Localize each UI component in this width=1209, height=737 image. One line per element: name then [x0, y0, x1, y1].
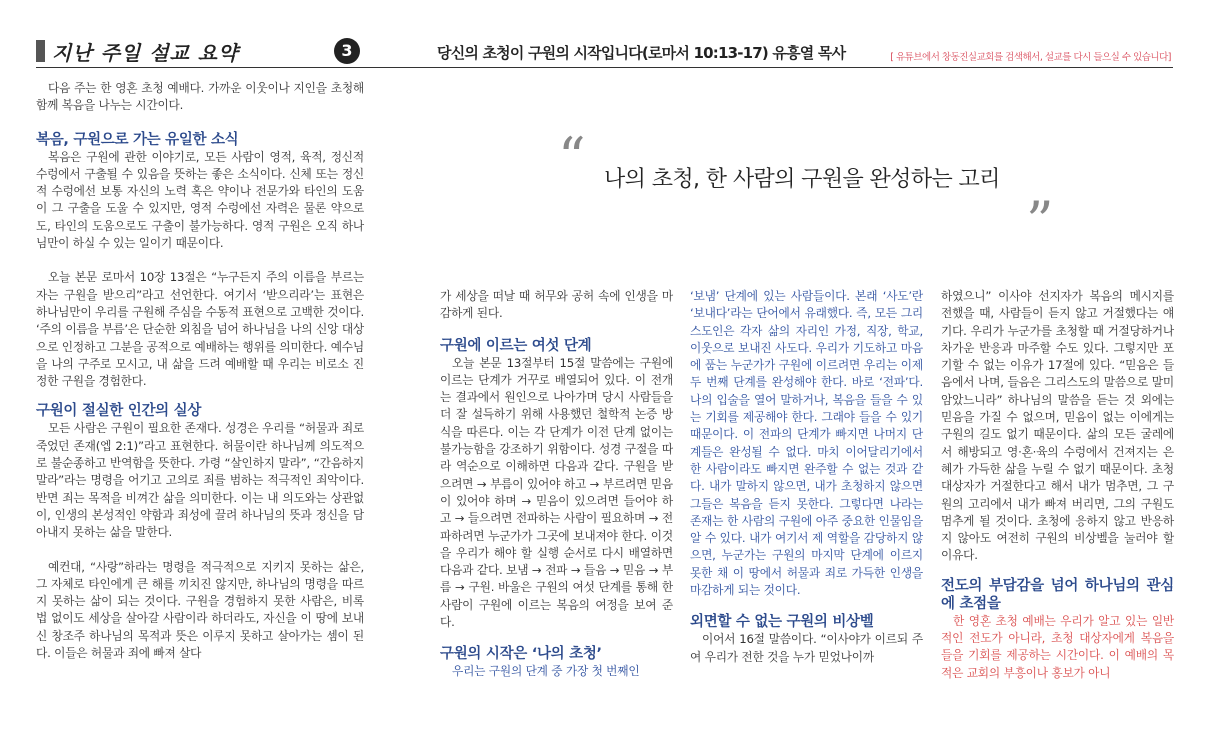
column-3 — [690, 288, 923, 666]
pull-quote — [440, 126, 1173, 253]
heading-emergency-bell: 외면할 수 없는 구원의 비상벨 — [690, 614, 874, 631]
heading-my-invitation: 구원의 시작은 ‘나의 초청’ — [440, 646, 602, 663]
sermon-title: 당신의 초청이 구원의 시작입니다(로마서 10:13-17) 유흥열 목사 — [437, 44, 846, 62]
youtube-note: [ 유튜브에서 창동진실교회를 검색해서, 설교를 다시 들으실 수 있습니다] — [890, 52, 1171, 63]
open-quote-mark: “ — [558, 126, 586, 189]
paragraph: 예컨대, “사랑”하라는 명령을 적극적으로 지키지 못하는 삶은, 그 자체로 타인에게 큰 해를 끼치진 않지만, 하나님의 명령을 따르지 못하는 삶이 되는 것이다. 구원을 경험하지 못한 사람은, 비록 법 없이도 세상을 살아갈 사람이라 하더라도, 자신을 이 땅에 보내신 창조주 하나님의 목적과 뜻은 이루지 못하고 살아가는 셈이 된다. 이들은 허물과 죄에 빠져 살다 — [36, 559, 364, 661]
section-label: 지난 주일 설교 요약 — [52, 41, 239, 65]
heading-six-steps: 구원에 이르는 여섯 단계 — [440, 337, 592, 354]
heading-gospel: 복음, 구원으로 가는 유일한 소식 — [36, 131, 239, 148]
paragraph: 가 세상을 떠날 때 허무와 공허 속에 인생을 마감하게 된다. — [440, 289, 673, 321]
pull-quote-text: 나의 초청, 한 사람의 구원을 완성하는 고리 — [604, 167, 1000, 192]
paragraph: ‘보냄’ 단계에 있는 사람들이다. 본래 ‘사도’란 ‘보내다’라는 단어에서 유래했다. 즉, 모든 그리스도인은 각자 삶의 자리인 가정, 직장, 학교, 이웃으로 보내진 사도다. 우리가 기도하고 마음에 품는 누군가가 구원에 이르려면 우리는 이제 두 번째 단계를 완성해야 한다. 바로 ‘전파’다. 나의 입술을 열어 말하거나, 복음을 들을 수 있는 기회를 제공해야 한다. 그래야 들을 수 있기 때문이다. 이 전파의 단계가 빠지면 나머지 단계들은 완성될 수 없다. 마치 이어달리기에서 한 사람이라도 빠지면 완주할 수 없는 것과 같다. 내가 말하지 않으면, 내가 초청하지 않으면 그들은 복음을 듣지 못한다. 그렇다면 나라는 존재는 한 사람의 구원에 아주 중요한 인물임을 알 수 있다. 내가 여기서 제 역할을 감당하지 않으면, 누군가는 구원의 마지막 단계에 이르지 못한 채 이 땅에서 허물과 죄로 가득한 인생을 마감하게 되는 것이다. — [690, 289, 923, 598]
column-2 — [440, 288, 673, 681]
column-4 — [941, 288, 1174, 682]
heading-human-reality: 구원이 절실한 인간의 실상 — [36, 403, 202, 420]
header-divider — [36, 67, 1173, 68]
paragraph: 모든 사람은 구원이 필요한 존재다. 성경은 우리를 “허물과 죄로 죽었던 존재(엡 2:1)”라고 표현한다. 허물이란 하나님께 의도적으로 불순종하고 반역함을 뜻한다. 가령 “살인하지 말라”, “간음하지 말라”라는 명령을 어기고 고의로 죄를 범하는 적극적인 죄악이다. 반면 죄는 목적을 비껴간 삶을 의미한다. 이는 내 의도와는 상관없이, 인생의 본성적인 약함과 죄성에 끌려 하나님의 뜻과 정신을 담아내지 못하는 삶을 말한다. — [36, 421, 364, 540]
close-quote-mark: ” — [1026, 190, 1054, 253]
paragraph: 이어서 16절 말씀이다. “이사야가 이르되 주여 우리가 전한 것을 누가 믿었나이까 — [690, 632, 923, 664]
paragraph: 하였으니” 이사야 선지자가 복음의 메시지를 전했을 때, 사람들이 듣지 않고 거절했다는 얘기다. 우리가 누군가를 초청할 때 거절당하거나 차가운 반응과 마주할 수도 있다. 그렇지만 포기할 수 없는 이유가 17절에 있다. “믿음은 들음에서 나며, 들음은 그리스도의 말씀으로 말미암았느니라” 하나님의 말씀을 듣는 것 외에는 믿음을 가질 수 없으며, 믿음이 없는 이에게는 구원의 길도 없기 때문이다. 삶의 모든 굴레에서 해방되고 영·혼·육의 수렁에서 건져지는 은혜가 가득한 삶을 누릴 수 없기 때문이다. 초청 대상자가 거절한다고 해서 내가 멈추면, 그 구원의 고리에서 내가 빠져 버리면, 그의 구원도 멈추게 될 것이다. 초청에 응하지 않고 반응하지 않아도 여전히 구원의 비상벨을 눌러야 할 이유다. — [941, 289, 1174, 563]
page-header — [0, 0, 1209, 70]
paragraph: 오늘 본문 13절부터 15절 말씀에는 구원에 이르는 단계가 거꾸로 배열되어 있다. 이 전개는 결과에서 원인으로 나아가며 당시 사람들을 더 잘 설득하기 위해 사용했던 철학적 논증 방식을 따른다. 이는 각 단계가 이전 단계 없이는 불가능함을 강조하기 위함이다. 성경 구절을 따라 역순으로 이해하면 다음과 같다. 구원을 받으려면 → 부름이 있어야 하고 → 부르려면 믿음이 있어야 하며 → 믿음이 있으려면 들어야 하고 → 들으려면 전파하는 사람이 필요하며 → 전파하려면 누군가가 그곳에 보내져야 한다. 이것을 우리가 해야 할 실행 순서로 다시 배열하면 다음과 같다. 보냄 → 전파 → 들음 → 믿음 → 부름 → 구원. 바울은 구원의 여섯 단계를 통해 한 사람이 구원에 이르는 복음의 여정을 보여 준다. — [440, 355, 673, 630]
intro-paragraph: 다음 주는 한 영혼 초청 예배다. 가까운 이웃이나 지인을 초청해 함께 복음을 나누는 시간이다. — [36, 81, 364, 113]
section-marker — [36, 40, 45, 62]
paragraph: 한 영혼 초청 예배는 우리가 알고 있는 일반적인 전도가 아니라, 초청 대상자에게 복음을 들을 기회를 제공하는 시간이다. 이 예배의 목적은 교회의 부흥이나 홍보가 아니 — [941, 613, 1174, 680]
column-1 — [36, 80, 364, 662]
paragraph: 복음은 구원에 관한 이야기로, 모든 사람이 영적, 육적, 정신적 수렁에서 구출될 수 있음을 뜻하는 좋은 소식이다. 신체 또는 정신적 수렁에선 보통 자신의 노력 혹은 약이나 전문가와 타인의 도움이 그 구출을 도울 수 있지만, 영적 수렁에선 자력은 물론 약으로도, 타인의 도움으로도 구출이 불가능하다. 영적 구원은 오직 하나님만이 하실 수 있는 일이기 때문이다. — [36, 149, 364, 251]
paragraph: 오늘 본문 로마서 10장 13절은 “누구든지 주의 이름을 부르는 자는 구원을 받으리”라고 선언한다. 여기서 ‘받으리라’는 표현은 하나님만이 우리를 구원해 주심을 수동적 표현으로 고백한 것이다. ‘주의 이름을 부름’은 단순한 외침을 넘어 하나님을 나의 신앙 대상으로 인정하고 그분을 공적으로 예배하는 행위를 의미한다. 예수님을 나의 구주로 모시고, 내 삶을 드려 예배할 때 우리는 비로소 진정한 구원을 경험한다. — [36, 270, 364, 389]
heading-beyond-burden: 전도의 부담감을 넘어 하나님의 관심에 초점을 — [941, 577, 1174, 612]
paragraph: 우리는 구원의 단계 중 가장 첫 번째인 — [452, 664, 640, 679]
section-number-badge: 3 — [334, 38, 360, 64]
